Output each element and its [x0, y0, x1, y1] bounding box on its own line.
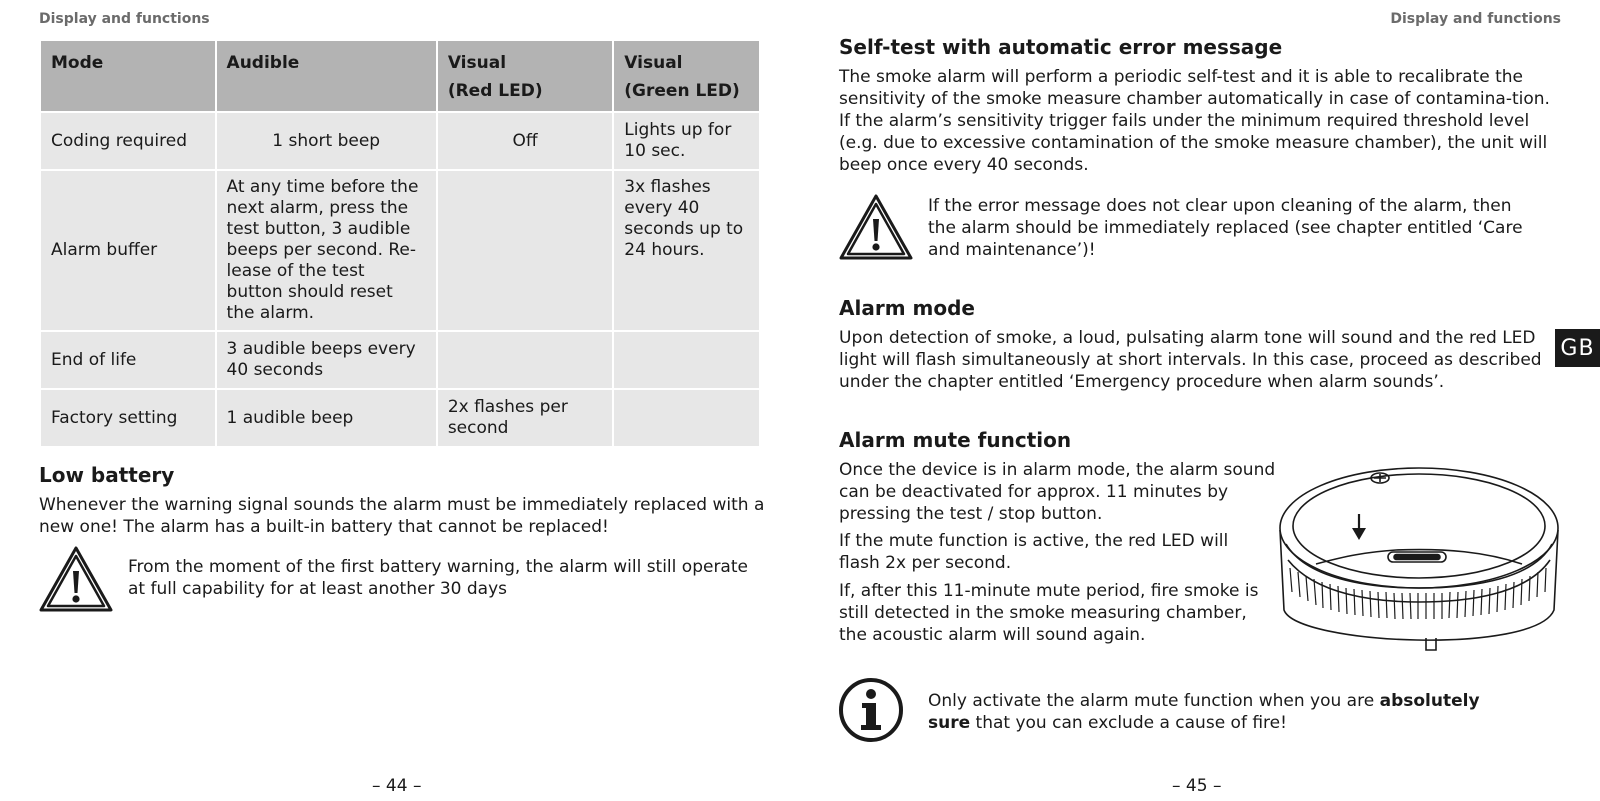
cell-red-led: 2x flashes per second	[437, 389, 613, 447]
alarm-mode-text: Upon detection of smoke, a loud, pulsating alarm tone will sound and the red LED light will flash simultaneously at short intervals. In this case, proceed as described under the chapter entitled ‘Emergency procedure when alarm sounds’.	[839, 328, 1542, 392]
cell-green-led	[613, 389, 760, 447]
modes-table	[39, 39, 761, 448]
self-test-warning: If the error message does not clear upon cleaning of the alarm, then the alarm should be immediately replaced (see chapter entitled ‘Care and maintenance’)!	[928, 196, 1523, 260]
header-visual-red: Visual (Red LED)	[437, 40, 613, 112]
cell-green-led	[613, 331, 760, 389]
table-row	[40, 112, 760, 170]
header-visual-green: Visual (Green LED)	[613, 40, 760, 112]
cell-green-led: Lights up for 10 sec.	[613, 112, 760, 170]
warning-triangle-icon	[838, 193, 914, 261]
low-battery-warning: From the moment of the first battery warning, the alarm will still operate at full capability for at least another 30 days	[128, 557, 748, 599]
cell-green-led: 3x flashes every 40 seconds up to 24 hours.	[613, 170, 760, 331]
table-header-row	[40, 40, 760, 112]
low-battery-heading: Low battery	[39, 463, 175, 487]
cell-audible: 3 audible beeps every 40 seconds	[216, 331, 437, 389]
cell-audible: 1 audible beep	[216, 389, 437, 447]
cell-mode: Coding required	[40, 112, 216, 170]
alarm-mute-p1: Once the device is in alarm mode, the alarm sound can be deactivated for approx. 11 minutes by pressing the test / stop button.	[839, 460, 1276, 524]
alarm-mute-heading: Alarm mute function	[839, 428, 1072, 452]
self-test-heading: Self-test with automatic error message	[839, 35, 1283, 59]
emphasis: absolutely sure	[928, 691, 1480, 733]
header-audible: Audible	[216, 40, 437, 112]
alarm-mute-p2: If the mute function is active, the red LED will flash 2x per second.	[839, 531, 1229, 573]
page-number-right: – 45 –	[1172, 776, 1222, 796]
info-circle-icon	[838, 677, 904, 743]
table-row	[40, 389, 760, 447]
cell-mode: Factory setting	[40, 389, 216, 447]
warning-triangle-icon	[38, 545, 114, 613]
cell-mode: End of life	[40, 331, 216, 389]
self-test-text: The smoke alarm will perform a periodic self-test and it is able to recalibrate the sensitivity of the smoke measure chamber automatically in case of contamina-tion. If the alarm’s sensitivity trigger fails under the minimum required threshold level (e.g. due to excessive contamination of the smoke measure chamber), the unit will beep once every 40 seconds.	[839, 67, 1550, 175]
cell-red-led: Off	[437, 112, 613, 170]
cell-mode: Alarm buffer	[40, 170, 216, 331]
smoke-detector-illustration	[1276, 460, 1562, 658]
running-header-right: Display and functions	[1390, 11, 1561, 27]
header-mode: Mode	[40, 40, 216, 112]
page-number-left: – 44 –	[372, 776, 422, 796]
table-row	[40, 331, 760, 389]
cell-red-led	[437, 331, 613, 389]
cell-audible: 1 short beep	[216, 112, 437, 170]
running-header-left: Display and functions	[39, 11, 210, 27]
alarm-mode-heading: Alarm mode	[839, 296, 975, 320]
cell-red-led	[437, 170, 613, 331]
right-page	[800, 0, 1600, 801]
language-tab: GB	[1555, 329, 1600, 367]
table-row	[40, 170, 760, 331]
low-battery-text: Whenever the warning signal sounds the alarm must be immediately replaced with a new one! The alarm has a built-in battery that cannot be replaced!	[39, 495, 765, 537]
alarm-mute-info: Only activate the alarm mute function when you are absolutely sure that you can exclude a cause of fire!	[928, 691, 1480, 733]
cell-audible: At any time before the next alarm, press the test button, 3 audible beeps per second. Re-lease of the test button should reset the alarm.	[216, 170, 437, 331]
alarm-mute-p3: If, after this 11-minute mute period, fire smoke is still detected in the smoke measuring chamber, the acoustic alarm will sound again.	[839, 581, 1259, 645]
